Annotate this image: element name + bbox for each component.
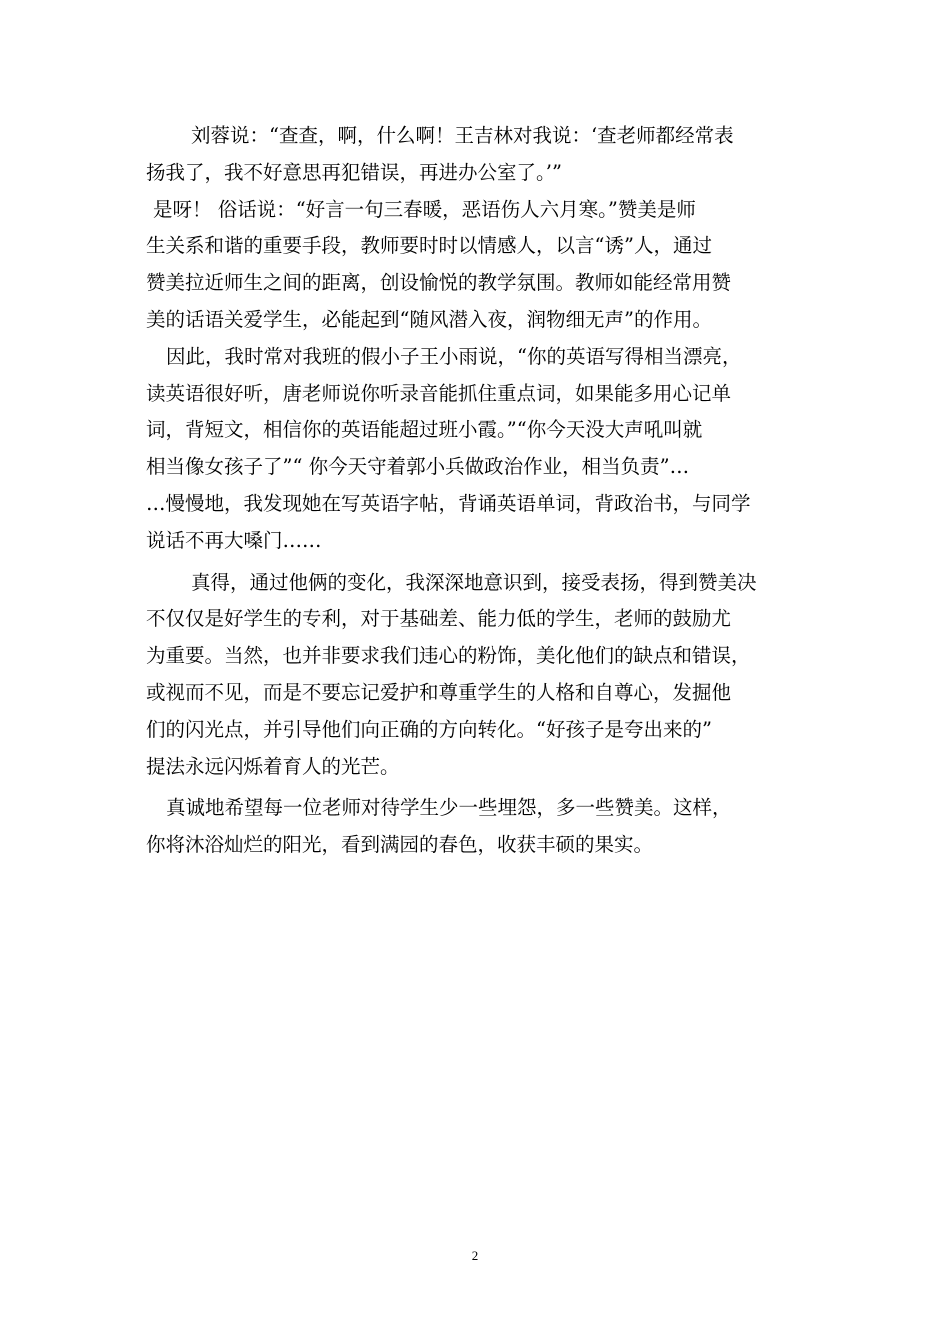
text-line: 不仅仅是好学生的专利，对于基础差、能力低的学生，老师的鼓励尤 (146, 607, 732, 631)
body-text (146, 118, 816, 864)
paragraph-3 (146, 339, 816, 560)
text-line: …慢慢地，我发现她在写英语字帖，背诵英语单词，背政治书，与同学 (146, 491, 751, 515)
text-line: 们的闪光点，并引导他们向正确的方向转化。“好孩子是夸出来的” (146, 717, 712, 741)
text-line: 生关系和谐的重要手段，教师要时时以情感人，以言“诱”人，通过 (146, 234, 712, 258)
paragraph-5 (146, 790, 816, 864)
text-line: 真得，通过他俩的变化，我深深地意识到，接受表扬，得到赞美决 (191, 570, 757, 594)
text-line: 美的话语关爱学生，必能起到“随风潜入夜，润物细无声”的作用。 (146, 307, 712, 331)
page-number: 2 (471, 1248, 479, 1263)
paragraph-4 (146, 565, 816, 786)
text-line: 因此，我时常对我班的假小子王小雨说，“你的英语写得相当漂亮， (166, 344, 742, 368)
text-line: 或视而不见，而是不要忘记爱护和尊重学生的人格和自尊心，发掘他 (146, 680, 732, 704)
text-line: 读英语很好听，唐老师说你听录音能抓住重点词，如果能多用心记单 (146, 381, 732, 405)
text-line: 扬我了，我不好意思再犯错误，再进办公室了。’” (146, 160, 562, 184)
paragraph-1 (146, 118, 816, 192)
text-line: 赞美拉近师生之间的距离，创设愉悦的教学氛围。教师如能经常用赞 (146, 271, 732, 295)
text-line: 提法永远闪烁着育人的光芒。 (146, 754, 400, 778)
text-line: 是呀！ 俗话说：“好言一句三春暖，恶语伤人六月寒。”赞美是师 (153, 197, 696, 221)
text-line: 说话不再大嗓门…… (146, 528, 322, 552)
text-line: 真诚地希望每一位老师对待学生少一些埋怨，多一些赞美。这样， (166, 796, 732, 820)
paragraph-2 (146, 192, 816, 339)
text-line: 词，背短文，相信你的英语能超过班小霞。”“你今天没大声吼叫就 (146, 418, 703, 442)
text-line: 你将沐浴灿烂的阳光，看到满园的春色，收获丰硕的果实。 (146, 833, 654, 857)
text-line: 刘蓉说：“查查，啊，什么啊！王吉林对我说：‘查老师都经常表 (191, 124, 734, 147)
text-line: 为重要。当然，也并非要求我们违心的粉饰，美化他们的缺点和错误， (146, 644, 751, 668)
text-line: 相当像女孩子了”“ 你今天守着郭小兵做政治作业，相当负责”… (146, 455, 690, 479)
